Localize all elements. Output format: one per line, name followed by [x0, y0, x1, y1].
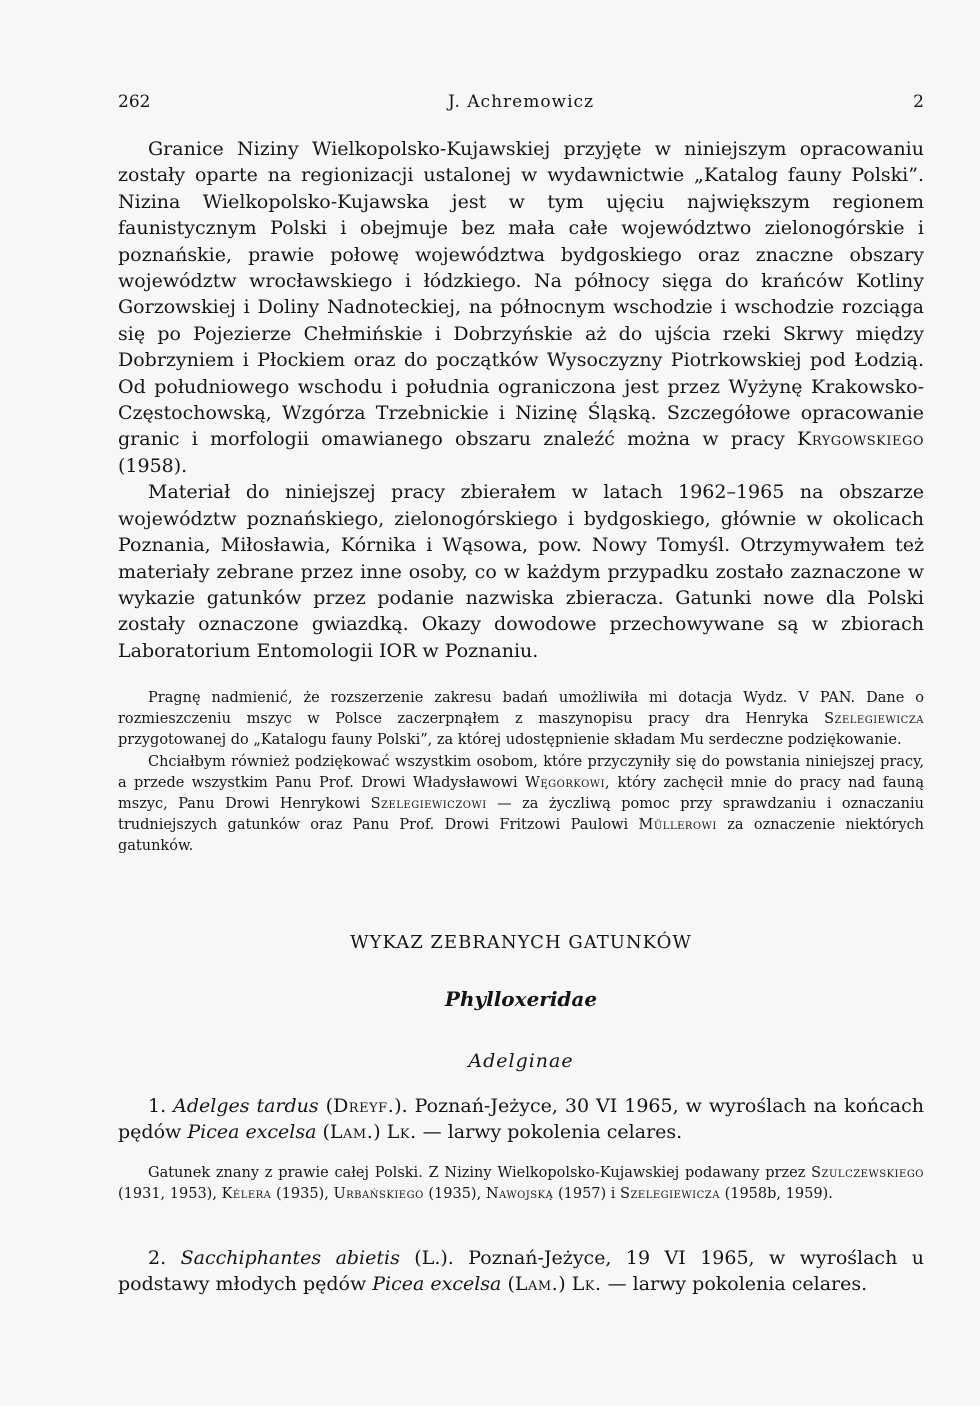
cited-year: (1957) i	[557, 1186, 616, 1203]
thanks-note-text: Chciałbym również podziękować wszystkim osobom, które przyczyniły się do powstania niniejszej pracy, a przede wszystkim Panu Prof. Drowi Władysławowi	[118, 753, 924, 791]
person-name: Węgorkowi,	[524, 774, 611, 791]
paren: (	[325, 1095, 334, 1117]
species-author: Dreyf.	[333, 1095, 395, 1117]
cited-author: Szelegiewicza	[620, 1186, 720, 1203]
stage-text: — larwy pokolenia celares.	[422, 1121, 683, 1144]
species-entry-text	[118, 1093, 924, 1146]
host-plant: Picea excelsa	[187, 1121, 317, 1144]
locality-text: (L.). Poznań-Jeżyce, 19 VI 1965, w wyroślach u podstawy młodych pędów	[118, 1247, 924, 1296]
thanks-note-text: — za życzliwą pomoc przy sprawdzaniu i oznaczaniu trudniejszych gatunków oraz Panu Prof. Drowi Fritzowi Paulowi	[118, 796, 924, 834]
paren: )	[558, 1273, 566, 1296]
host-plant: Picea excelsa	[372, 1273, 502, 1296]
cited-author: Szulczewskiego	[811, 1165, 925, 1181]
running-header	[118, 92, 924, 116]
page-number: 262	[118, 92, 151, 112]
cited-year: (1931, 1953),	[118, 1186, 217, 1203]
cited-year: (1935),	[428, 1186, 482, 1203]
species-name: Adelges tardus	[173, 1095, 319, 1117]
cited-year: (1958b, 1959).	[724, 1186, 833, 1203]
section-number: 2	[913, 92, 924, 112]
distribution-note	[118, 1163, 924, 1205]
locality-text: ). Poznań-Jeżyce, 30 VI 1965, w wyroślach na końcach pędów	[118, 1095, 924, 1144]
running-author: J. Achremowicz	[447, 92, 595, 112]
species-comment-1	[118, 1163, 924, 1205]
thanks-note	[118, 752, 924, 858]
intro-paragraph-block	[118, 136, 924, 664]
thanks-note-text: który zachęcił mnie do pracy nad fauną mszyc, Panu Drowi Henrykowi	[118, 774, 925, 813]
person-name: Szelegiewiczowi	[370, 796, 487, 813]
subfamily-heading: Adelginae	[468, 1050, 574, 1072]
cited-author: Nawojską	[485, 1186, 554, 1203]
material-paragraph: Materiał do niniejszej pracy zbierałem w latach 1962–1965 na obszarze województw poznańskiego, zielonogórskiego i bydgoskiego, głównie w okolicach Poznania, Miłosławia, Kórnika i Wąsowa, pow. Nowy Tomyśl. Otrzymywałem też materiały zebrane przez inne osoby, co w każdym przypadku zostało zaznaczone w wykazie gatunków przez podanie nazwiska zbieracza. Gatunki nowe dla Polski zostały oznaczone gwiazdką. Okazy dowodowe przechowywane są w zbiorach Laboratorium Entomologii IOR w Poznaniu.	[118, 481, 924, 662]
host-author-second: Lk.	[386, 1121, 417, 1144]
cited-year: (1935),	[276, 1186, 329, 1203]
cited-author: Urbańskiego	[333, 1186, 424, 1203]
family-heading: Phylloxeridae	[444, 987, 598, 1011]
paren: )	[373, 1121, 381, 1144]
funding-note-text-end: przygotowanej do „Katalogu fauny Polski”, za której udostępnienie składam Mu serdeczne podziękowanie.	[118, 732, 902, 749]
entry-number: 2.	[148, 1247, 167, 1269]
species-entry-2	[118, 1245, 924, 1298]
host-author: Lam.	[514, 1273, 559, 1296]
host-author: Lam.	[329, 1121, 374, 1144]
species-entry-1	[118, 1093, 924, 1146]
stage-text: — larwy pokolenia celares.	[607, 1273, 868, 1296]
paren: (	[322, 1121, 330, 1144]
species-list-title: WYKAZ ZEBRANYCH GATUNKÓW	[350, 932, 692, 953]
paren: (	[507, 1273, 515, 1296]
acknowledgements-block	[118, 688, 924, 858]
distribution-text: Gatunek znany z prawie całej Polski. Z Niziny Wielkopolsko-Kujawskiej podawany przez	[148, 1165, 806, 1181]
entry-number: 1.	[148, 1095, 167, 1117]
region-paragraph	[118, 136, 924, 479]
person-name: Müllerowi	[638, 817, 717, 834]
thanks-note-text-end: za oznaczenie niektórych gatunków.	[118, 817, 925, 855]
species-entry-text	[118, 1245, 924, 1298]
reference-year: (1958).	[118, 454, 188, 477]
person-name: Szelegiewicza	[824, 711, 924, 728]
host-author-second: Lk.	[571, 1273, 602, 1296]
species-name: Sacchiphantes abietis	[180, 1247, 400, 1269]
cited-author: Kélera	[221, 1186, 272, 1203]
region-paragraph-text: Granice Niziny Wielkopolsko-Kujawskiej przyjęte w niniejszym opracowaniu zostały oparte na regionizacji ustalonej w wydawnictwie „Katalog fauny Polski”. Nizina Wielkopolsko-Kujawska jest w tym ujęciu największym regionem faunistycznym Polski i obejmuje bez mała całe województwo zielonogórskie i poznańskie, prawie połowę województwa bydgoskiego oraz znaczne obszary województw wrocławskiego i łódzkiego. Na północy sięga do krańców Kotliny Gorzowskiej i Doliny Nadnoteckiej, na północnym wschodzie i wschodzie rozciąga się po Pojezierze Chełmińskie i Dobrzyńskie aż do ujścia rzeki Skrwy między Dobrzyniem i Płockiem oraz do początków Wysoczyzny Piotrkowskiej pod Łodzią. Od południowego wschodu i południa ograniczona jest przez Wyżynę Krakowsko-Częstochowską, Wzgórza Trzebnickie i Nizinę Śląską. Szczegółowe opracowanie granic i morfologii omawianego obszaru znaleźć można w pracy	[118, 138, 924, 451]
funding-note	[118, 688, 924, 752]
funding-note-text: Pragnę nadmienić, że rozszerzenie zakresu badań umożliwiła mi dotacja Wydz. V PAN. Dane o rozmieszczeniu mszyc w Polsce zaczerpnąłem z maszynopisu pracy dra Henryka	[118, 690, 924, 728]
reference-author: Krygowskiego	[797, 428, 924, 451]
